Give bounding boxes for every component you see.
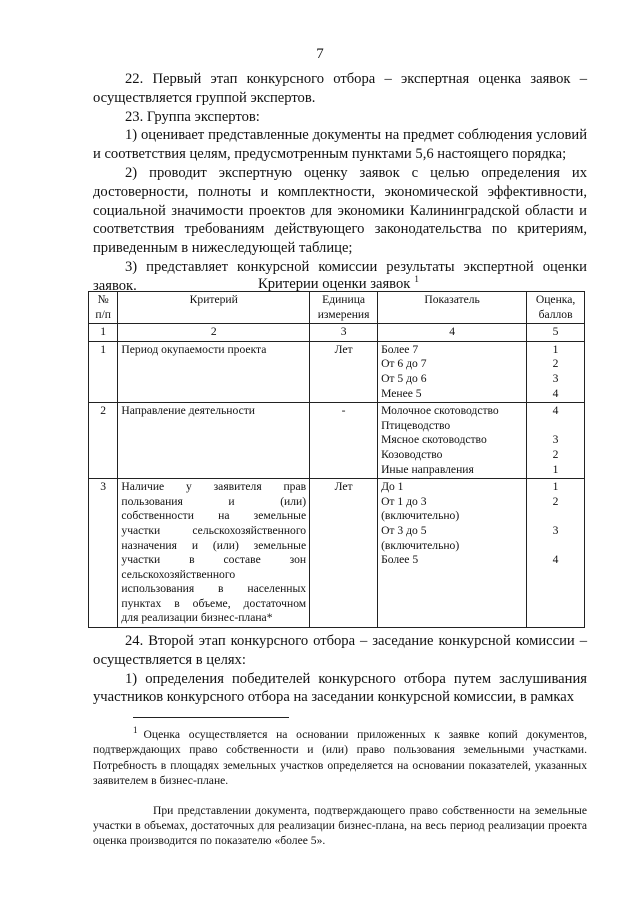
criterion-line: собственности на земельные (121, 509, 307, 523)
criterion-cell: Направление деятельности (118, 403, 310, 479)
body-text-top (93, 70, 587, 296)
indicator-line: От 5 до 6 (381, 371, 427, 385)
unit-cell: - (310, 403, 378, 479)
criterion-line: участки в составе зон (121, 553, 307, 567)
indicator-cell (378, 403, 527, 479)
indicator-line: От 6 до 7 (381, 357, 427, 371)
score-line: 3 (552, 523, 559, 537)
criterion-line: сельскохозяйственного (121, 567, 236, 581)
criterion-line: использования в населенных (121, 582, 307, 596)
table-row (89, 341, 585, 402)
footnote-divider (133, 717, 289, 718)
criterion-line: пользования и (или) (121, 494, 307, 508)
footnotes (93, 723, 587, 849)
indicator-line: Козоводство (381, 447, 443, 461)
table-caption-text: Критерии оценки заявок (258, 276, 411, 292)
indicator-line: Молочное скотоводство (381, 404, 499, 418)
indicator-line: (включительно) (381, 509, 460, 523)
criterion-cell (118, 479, 310, 628)
score-line: 3 (552, 433, 559, 447)
indicator-cell (378, 479, 527, 628)
indicator-cell (378, 341, 527, 402)
score-line (530, 419, 581, 434)
column-number: 5 (527, 324, 585, 342)
page-number: 7 (316, 46, 324, 62)
body-text-bottom (93, 632, 587, 707)
criterion-line: Наличие у заявителя прав (121, 480, 307, 494)
score-line: 3 (552, 371, 559, 385)
indicator-line: Иные направления (381, 462, 474, 476)
column-number: 4 (378, 324, 527, 342)
header-cell: № п/п (89, 292, 118, 324)
score-line: 1 (552, 462, 559, 476)
column-number: 2 (118, 324, 310, 342)
indicator-line: Мясное скотоводство (381, 433, 487, 447)
score-cell (527, 403, 585, 479)
paragraph: 3) представляет конкурсной комиссии результаты экспертной оценки заявок. (93, 258, 587, 294)
column-number-row (89, 324, 585, 342)
row-number: 1 (89, 341, 118, 402)
unit-cell: Лет (310, 479, 378, 628)
indicator-line: От 3 до 5 (381, 523, 427, 537)
score-line: 1 (552, 480, 559, 494)
indicator-line: Более 7 (381, 342, 419, 356)
footnote-text: Оценка осуществляется на основании приложенных к заявке копий документов, подтверждающих право собственности и (или) право пользования земельными участками. Потребность в площадях земельных участков определяется на основании показателей, указанных заявителем в бизнес-плане. (93, 728, 587, 788)
criterion-cell: Период окупаемости проекта (118, 341, 310, 402)
paragraph: 24. Второй этап конкурсного отбора – заседание конкурсной комиссии – осуществляется в целях: (93, 633, 587, 668)
table-header-row (89, 292, 585, 324)
score-line: 4 (552, 553, 559, 567)
row-number: 3 (89, 479, 118, 628)
criterion-line: пунктах в объеме, достаточном (121, 596, 307, 610)
header-cell: Критерий (118, 292, 310, 324)
table-row (89, 403, 585, 479)
score-line: 2 (552, 494, 559, 508)
criterion-line: участки сельскохозяйственного (121, 523, 307, 537)
indicator-line: Птицеводство (381, 418, 451, 432)
paragraph: 1) определения победителей конкурсного отбора путем заслушивания участников конкурсного отбора на заседании конкурсной комиссии, в рамках (93, 670, 587, 706)
score-line: 2 (552, 447, 559, 461)
score-line: 4 (552, 404, 559, 418)
score-line: 1 (552, 342, 559, 356)
header-cell: Оценка, баллов (527, 292, 585, 324)
unit-cell: Лет (310, 341, 378, 402)
criterion-line: для реализации бизнес-плана* (121, 611, 273, 625)
indicator-line: Менее 5 (381, 386, 422, 400)
header-cell: Единица измерения (310, 292, 378, 324)
paragraph: 1) оценивает представленные документы на предмет соблюдения условий и соответствия целям, предусмотренным пунктами 5,6 настоящего порядка; (93, 127, 587, 163)
footnote-marker: 1 (414, 274, 419, 284)
score-cell (527, 341, 585, 402)
row-number: 2 (89, 403, 118, 479)
score-line (530, 539, 581, 554)
score-cell (527, 479, 585, 628)
criterion-line: назначения и (или) земельные (121, 538, 307, 552)
score-line (530, 509, 581, 524)
footnote: При представлении документа, подтверждающего право собственности на земельные участки в объемах, достаточных для реализации бизнес-плана, на весь период реализации проекта оценка производится по показателю «более 5». (93, 803, 587, 848)
indicator-line: Более 5 (381, 553, 419, 567)
column-number: 1 (89, 324, 118, 342)
table-row (89, 479, 585, 628)
score-line: 2 (552, 357, 559, 371)
footnote-marker: 1 (133, 725, 138, 735)
header-cell: Показатель (378, 292, 527, 324)
indicator-line: (включительно) (381, 538, 460, 552)
paragraph: 23. Группа экспертов: (125, 108, 260, 125)
paragraph: 2) проводит экспертную оценку заявок с целью определения их достоверности, полноты и комплектности, экономической эффективности, социальной значимости проектов для экономики Калининградской области и соответствия требованиям действующего законодательства по критериям, приведенным в нижеследующей таблице; (93, 164, 587, 257)
criteria-table (88, 291, 585, 628)
footnote (93, 723, 587, 789)
indicator-line: До 1 (381, 480, 404, 494)
score-line: 4 (552, 386, 559, 400)
paragraph: 22. Первый этап конкурсного отбора – экспертная оценка заявок – осуществляется группой экспертов. (93, 71, 587, 106)
indicator-line: От 1 до 3 (381, 494, 427, 508)
column-number: 3 (310, 324, 378, 342)
